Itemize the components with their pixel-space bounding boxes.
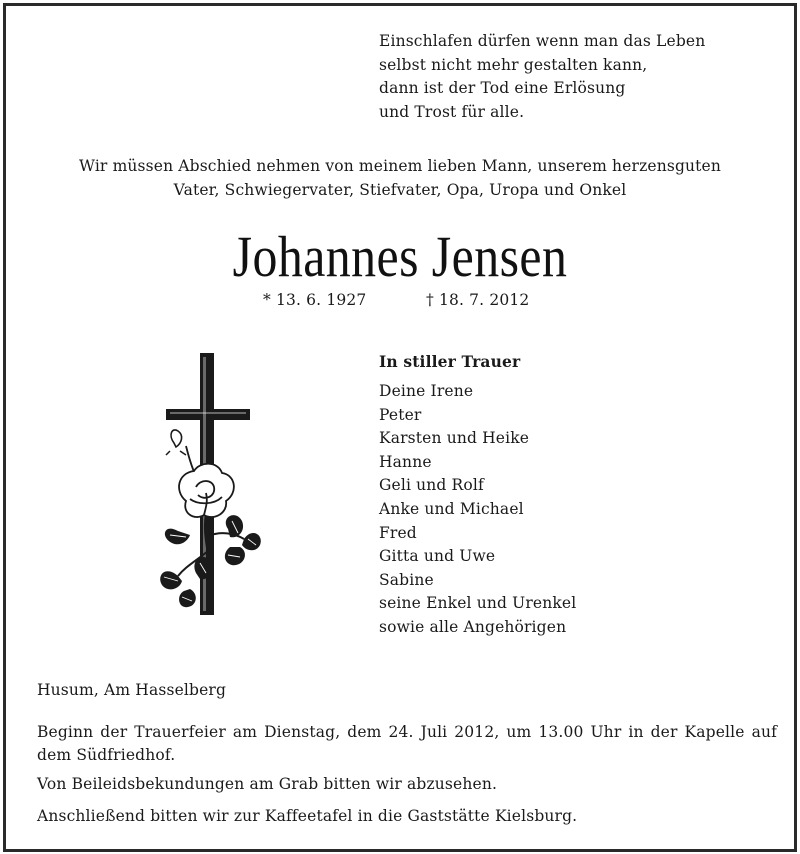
death-date: † 18. 7. 2012 [426, 291, 530, 309]
place-line: Husum, Am Hasselberg [37, 681, 227, 699]
cross-with-rose-icon [156, 351, 266, 616]
mourner-name: Anke und Michael [379, 499, 524, 518]
mourner-list [379, 380, 576, 640]
mourner-name: seine Enkel und Urenkel [379, 594, 577, 613]
intro-line: Wir müssen Abschied nehmen von meinem lieben Mann, unserem herzensguten [79, 157, 721, 175]
mourning-heading: In stiller Trauer [379, 352, 521, 371]
coffee-note: Anschließend bitten wir zur Kaffeetafel in die Gaststätte Kielsburg. [37, 807, 578, 825]
condolence-note: Von Beileidsbekundungen am Grab bitten wir abzusehen. [37, 775, 498, 793]
funeral-note: Beginn der Trauerfeier am Dienstag, dem 24. Juli 2012, um 13.00 Uhr in der Kapelle auf dem Südfriedhof. [37, 723, 777, 764]
poem-line: selbst nicht mehr gestalten kann, [379, 55, 648, 74]
mourner-name: Deine Irene [379, 382, 474, 400]
intro-line: Vater, Schwiegervater, Stiefvater, Opa, Uropa und Onkel [173, 181, 627, 199]
mourner-name: Sabine [379, 570, 434, 589]
mourner-name: Fred [379, 523, 417, 542]
mourner-name: Geli und Rolf [379, 476, 484, 495]
mourner-name: Peter [379, 405, 422, 424]
mourner-name: Gitta und Uwe [379, 547, 496, 566]
deceased-name: Johannes Jensen [232, 224, 568, 289]
mourner-name: sowie alle Angehörigen [379, 617, 567, 636]
intro-text [6, 155, 794, 203]
mourner-name: Hanne [379, 452, 432, 471]
poem-line: dann ist der Tod eine Erlösung [379, 79, 626, 97]
notice-frame [3, 3, 797, 852]
poem [379, 30, 705, 124]
poem-line: Einschlafen dürfen wenn man das Leben [379, 32, 706, 50]
mourner-name: Karsten und Heike [379, 429, 530, 448]
poem-line: und Trost für alle. [379, 102, 525, 121]
birth-date: * 13. 6. 1927 [263, 291, 367, 309]
